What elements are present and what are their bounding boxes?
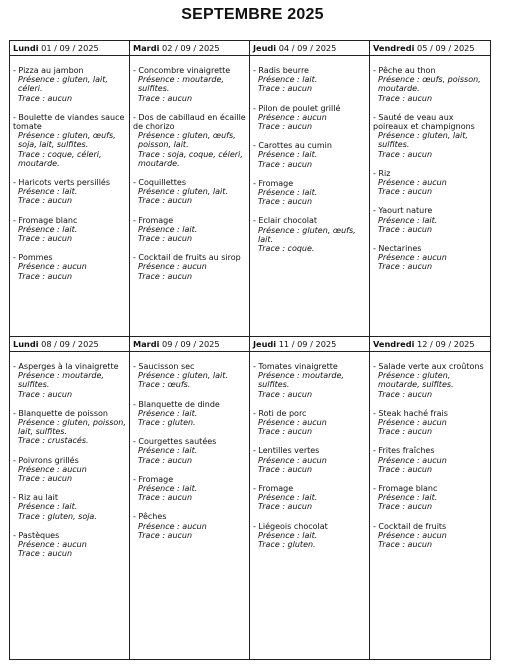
allergen-trace: Trace : aucun: [138, 530, 193, 540]
allergen-presence: Présence : aucun: [378, 530, 447, 540]
dish-list: [10, 56, 129, 281]
allergen-trace: Trace : aucun: [378, 427, 433, 437]
allergen-trace: Trace : aucun: [378, 262, 433, 272]
allergen-presence: Présence : gluten, œufs, poisson, lait.: [138, 131, 236, 150]
allergen-presence: Présence : lait.: [378, 215, 438, 225]
dish-item: [253, 66, 367, 94]
day-name: Vendredi: [373, 339, 415, 349]
day-header: [250, 337, 369, 352]
dish-item: [253, 522, 367, 550]
dish-name: - Blanquette de dinde: [133, 399, 220, 409]
allergen-presence: Présence : aucun: [138, 262, 207, 272]
allergen-trace: Trace : aucun: [258, 122, 313, 132]
page-title: SEPTEMBRE 2025: [181, 6, 324, 23]
allergen-trace: Trace : aucun: [138, 455, 193, 465]
dish-name: - Boulette de viandes sauce tomate: [13, 112, 125, 132]
dish-name: - Riz au lait: [13, 493, 58, 503]
allergen-trace: Trace : aucun: [258, 427, 313, 437]
day-name: Lundi: [13, 43, 39, 53]
allergen-presence: Présence : lait.: [18, 224, 78, 234]
allergen-presence: Présence : moutarde, sulfites.: [18, 371, 104, 390]
day-header: [10, 41, 129, 56]
allergen-trace: Trace : soja, coque, céleri, moutarde.: [138, 149, 243, 168]
dish-name: - Riz: [373, 168, 391, 178]
allergen-trace: Trace : gluten.: [138, 418, 196, 428]
dish-name: - Sauté de veau aux poireaux et champignons: [373, 112, 475, 132]
dish-list: [370, 56, 490, 272]
allergen-trace: Trace : aucun: [258, 84, 313, 94]
dish-list: [250, 56, 369, 253]
day-header: [370, 41, 490, 56]
dish-name: - Pêche au thon: [373, 66, 436, 75]
day-date: 05 / 09 / 2025: [417, 43, 475, 53]
dish-item: [373, 484, 488, 512]
dish-item: [133, 178, 247, 206]
allergen-trace: Trace : coque, céleri, moutarde.: [18, 149, 102, 168]
allergen-presence: Présence : lait.: [138, 224, 198, 234]
allergen-trace: Trace : aucun: [258, 502, 313, 512]
dish-item: [133, 253, 247, 281]
allergen-presence: Présence : lait.: [258, 530, 318, 540]
dish-name: - Tomates vinaigrette: [253, 362, 338, 371]
menu-grid: [9, 40, 491, 660]
dish-item: [133, 475, 247, 503]
day-cell: [370, 41, 490, 337]
allergen-presence: Présence : lait.: [378, 493, 438, 503]
dish-name: - Pommes: [13, 253, 53, 263]
day-cell: [370, 337, 490, 659]
dish-item: [13, 493, 127, 521]
allergen-presence: Présence : lait.: [18, 187, 78, 197]
dish-name: - Fromage: [133, 215, 174, 225]
dish-name: - Cocktail de fruits: [373, 521, 447, 531]
dish-item: [373, 362, 488, 399]
dish-name: - Fromage: [133, 474, 174, 484]
day-header: [370, 337, 490, 352]
allergen-presence: Présence : gluten, lait, sulfites.: [378, 131, 468, 150]
dish-item: [373, 522, 488, 550]
allergen-presence: Présence : moutarde, sulfites.: [138, 75, 224, 94]
dish-item: [373, 206, 488, 234]
allergen-presence: Présence : œufs, poisson, moutarde.: [378, 75, 481, 94]
dish-item: [253, 409, 367, 437]
dish-item: [373, 169, 488, 197]
dish-item: [373, 66, 488, 103]
allergen-presence: Présence : aucun: [258, 418, 327, 428]
dish-name: - Lentilles vertes: [253, 446, 320, 456]
dish-item: [133, 216, 247, 244]
allergen-trace: Trace : aucun: [258, 197, 313, 207]
allergen-trace: Trace : aucun: [138, 493, 193, 503]
dish-name: - Asperges à la vinaigrette: [13, 362, 119, 371]
dish-name: - Radis beurre: [253, 66, 309, 75]
allergen-presence: Présence : lait.: [138, 484, 198, 494]
dish-item: [373, 409, 488, 437]
allergen-presence: Présence : aucun: [378, 178, 447, 188]
allergen-presence: Présence : lait.: [18, 502, 78, 512]
allergen-trace: Trace : aucun: [258, 389, 313, 399]
dish-name: - Haricots verts persillés: [13, 178, 111, 188]
dish-item: [133, 512, 247, 540]
dish-item: [253, 446, 367, 474]
allergen-trace: Trace : aucun: [378, 389, 433, 399]
allergen-trace: Trace : aucun: [138, 271, 193, 281]
dish-name: - Salade verte aux croûtons: [373, 362, 484, 371]
day-cell: [250, 337, 370, 659]
allergen-presence: Présence : gluten, œufs, soja, lait, sulfites.: [18, 131, 116, 150]
day-date: 12 / 09 / 2025: [417, 339, 475, 349]
dish-item: [253, 179, 367, 207]
dish-name: - Pilon de poulet grillé: [253, 103, 341, 113]
day-header: [250, 41, 369, 56]
allergen-presence: Présence : aucun: [138, 521, 207, 531]
dish-item: [133, 362, 247, 390]
allergen-trace: Trace : aucun: [378, 149, 433, 159]
allergen-trace: Trace : aucun: [18, 389, 73, 399]
allergen-presence: Présence : gluten, œufs, lait.: [258, 225, 356, 244]
dish-item: [373, 446, 488, 474]
dish-name: - Poivrons grillés: [13, 455, 79, 465]
allergen-trace: Trace : aucun: [18, 196, 73, 206]
allergen-trace: Trace : aucun: [378, 187, 433, 197]
dish-name: - Pastèques: [13, 530, 60, 540]
allergen-trace: Trace : aucun: [18, 549, 73, 559]
allergen-presence: Présence : lait.: [138, 408, 198, 418]
allergen-presence: Présence : aucun: [258, 112, 327, 122]
allergen-trace: Trace : gluten, soja.: [18, 511, 97, 521]
allergen-presence: Présence : gluten, poisson, lait, sulfites.: [18, 418, 126, 437]
allergen-presence: Présence : aucun: [18, 464, 87, 474]
day-cell: [130, 41, 250, 337]
dish-list: [370, 352, 490, 549]
allergen-presence: Présence : lait.: [138, 446, 198, 456]
day-name: Lundi: [13, 339, 39, 349]
dish-item: [13, 253, 127, 281]
allergen-trace: Trace : aucun: [18, 474, 73, 484]
day-cell: [10, 337, 130, 659]
dish-item: [13, 409, 127, 446]
allergen-trace: Trace : crustacés.: [18, 436, 89, 446]
allergen-presence: Présence : lait.: [258, 493, 318, 503]
dish-item: [13, 216, 127, 244]
dish-item: [13, 456, 127, 484]
dish-name: - Courgettes sautées: [133, 437, 217, 447]
allergen-presence: Présence : moutarde, sulfites.: [258, 371, 344, 390]
allergen-trace: Trace : aucun: [378, 464, 433, 474]
allergen-presence: Présence : aucun: [258, 455, 327, 465]
day-name: Mardi: [133, 339, 160, 349]
day-date: 09 / 09 / 2025: [162, 339, 220, 349]
dish-item: [13, 362, 127, 399]
dish-item: [13, 113, 127, 168]
dish-name: - Liégeois chocolat: [253, 521, 328, 531]
day-header: [130, 41, 249, 56]
allergen-presence: Présence : aucun: [378, 455, 447, 465]
dish-name: - Pizza au jambon: [13, 66, 84, 75]
allergen-presence: Présence : lait.: [258, 150, 318, 160]
allergen-trace: Trace : aucun: [258, 159, 313, 169]
dish-item: [253, 141, 367, 169]
day-date: 08 / 09 / 2025: [41, 339, 99, 349]
dish-item: [133, 400, 247, 428]
day-cell: [250, 41, 370, 337]
dish-name: - Concombre vinaigrette: [133, 66, 231, 75]
allergen-trace: Trace : aucun: [138, 93, 193, 103]
allergen-presence: Présence : aucun: [378, 253, 447, 263]
day-date: 11 / 09 / 2025: [278, 339, 337, 349]
dish-item: [253, 484, 367, 512]
day-name: Jeudi: [253, 339, 277, 349]
allergen-presence: Présence : aucun: [18, 262, 87, 272]
allergen-trace: Trace : aucun: [18, 234, 73, 244]
allergen-trace: Trace : aucun: [138, 196, 193, 206]
dish-list: [250, 352, 369, 549]
allergen-presence: Présence : gluten, lait.: [138, 371, 228, 381]
dish-item: [133, 66, 247, 103]
dish-item: [13, 66, 127, 103]
dish-item: [133, 437, 247, 465]
dish-item: [13, 531, 127, 559]
dish-name: - Fromage blanc: [373, 484, 438, 494]
dish-name: - Yaourt nature: [373, 206, 433, 216]
dish-name: - Eclair chocolat: [253, 216, 317, 226]
dish-name: - Steak haché frais: [373, 408, 448, 418]
allergen-presence: Présence : gluten, lait.: [138, 187, 228, 197]
allergen-trace: Trace : aucun: [18, 271, 73, 281]
allergen-presence: Présence : aucun: [18, 540, 87, 550]
allergen-presence: Présence : gluten, moutarde, sulfites.: [378, 371, 454, 390]
allergen-trace: Trace : aucun: [378, 224, 433, 234]
allergen-trace: Trace : aucun: [378, 540, 433, 550]
day-name: Vendredi: [373, 43, 415, 53]
dish-name: - Fromage blanc: [13, 215, 78, 225]
dish-name: - Dos de cabillaud en écaille de chorizo: [133, 112, 246, 132]
day-header: [10, 337, 129, 352]
dish-item: [253, 104, 367, 132]
allergen-presence: Présence : lait.: [258, 188, 318, 198]
dish-list: [10, 352, 129, 558]
dish-name: - Saucisson sec: [133, 362, 195, 371]
allergen-trace: Trace : aucun: [258, 464, 313, 474]
dish-list: [130, 56, 249, 281]
dish-name: - Pêches: [133, 512, 167, 522]
dish-name: - Carottes au cumin: [253, 141, 332, 151]
dish-name: - Blanquette de poisson: [13, 408, 108, 418]
day-header: [130, 337, 249, 352]
day-date: 02 / 09 / 2025: [162, 43, 220, 53]
day-date: 01 / 09 / 2025: [41, 43, 99, 53]
allergen-trace: Trace : aucun: [378, 502, 433, 512]
dish-name: - Fromage: [253, 484, 294, 494]
dish-name: - Fromage: [253, 178, 294, 188]
dish-item: [13, 178, 127, 206]
dish-item: [253, 362, 367, 399]
dish-item: [133, 113, 247, 168]
dish-name: - Roti de porc: [253, 408, 307, 418]
allergen-presence: Présence : aucun: [378, 418, 447, 428]
dish-item: [373, 113, 488, 159]
dish-list: [130, 352, 249, 540]
dish-item: [253, 216, 367, 253]
allergen-trace: Trace : aucun: [378, 93, 433, 103]
allergen-trace: Trace : gluten.: [258, 540, 316, 550]
allergen-trace: Trace : œufs.: [138, 380, 191, 390]
day-cell: [130, 337, 250, 659]
day-name: Mardi: [133, 43, 160, 53]
dish-item: [373, 244, 488, 272]
dish-name: - Frites fraîches: [373, 446, 435, 456]
dish-name: - Cocktail de fruits au sirop: [133, 253, 241, 263]
day-name: Jeudi: [253, 43, 277, 53]
allergen-trace: Trace : aucun: [138, 234, 193, 244]
day-cell: [10, 41, 130, 337]
allergen-presence: Présence : lait.: [258, 75, 318, 85]
allergen-trace: Trace : aucun: [18, 93, 73, 103]
dish-name: - Nectarines: [373, 244, 422, 254]
dish-name: - Coquillettes: [133, 178, 187, 188]
allergen-trace: Trace : coque.: [258, 244, 315, 254]
allergen-presence: Présence : gluten, lait, céleri.: [18, 75, 108, 94]
day-date: 04 / 09 / 2025: [278, 43, 337, 53]
